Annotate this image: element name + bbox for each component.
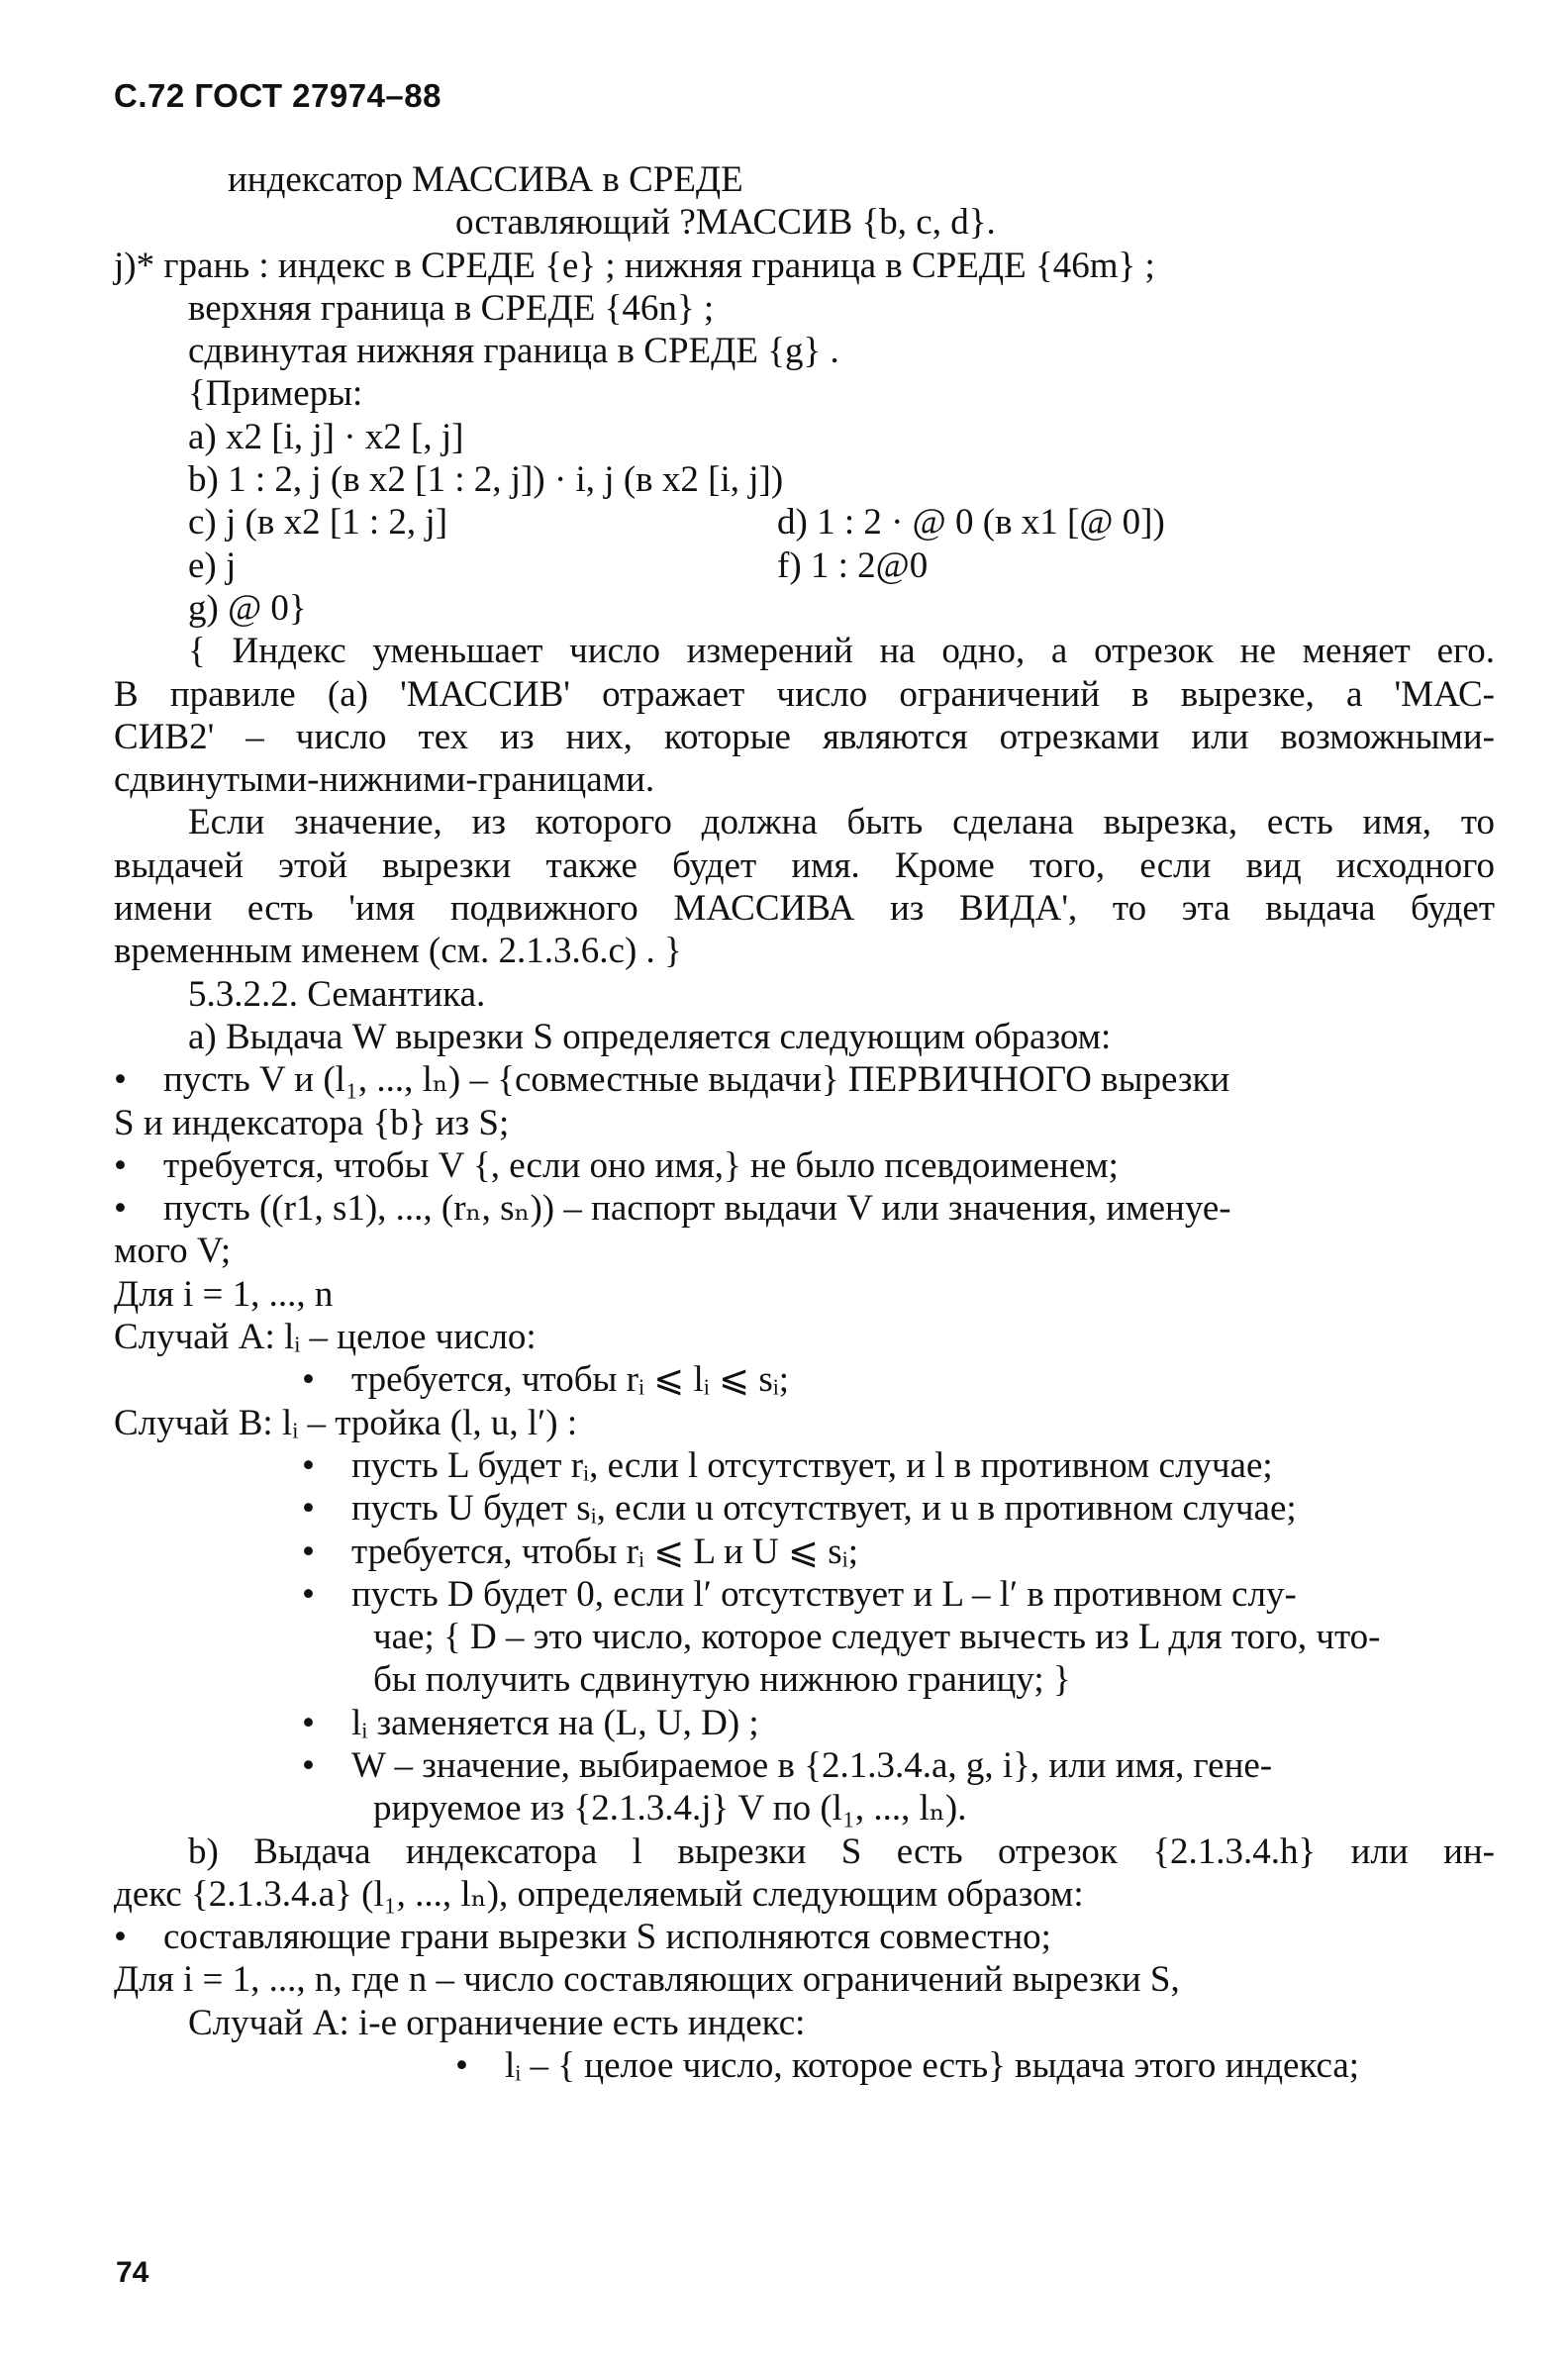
bullet-line: [114, 1358, 1495, 1401]
bullet-line: [114, 1531, 1495, 1573]
bullet-line: [114, 1702, 1495, 1744]
document-body: [114, 158, 1495, 2087]
text-line: b) Выдача индексатора l вырезки S есть отрезок {2.1.3.4.h} или ин-: [188, 1830, 1495, 1872]
text-line: пусть L будет rᵢ, если l отсутствует, и l в противном случае;: [350, 1444, 1273, 1486]
text-line: требуется, чтобы rᵢ ⩽ L и U ⩽ sᵢ;: [350, 1531, 859, 1572]
text-line: пусть ((r1, s1), ..., (rₙ, sₙ)) – паспорт выдачи V или значения, именуе-: [162, 1188, 1231, 1230]
bullet-line: [114, 1058, 1495, 1101]
text-line: lᵢ заменяется на (L, U, D) ;: [350, 1702, 759, 1743]
text-line: Если значение, из которого должна быть сделана вырезка, есть имя, то: [188, 802, 1495, 843]
examples-heading: {Примеры:: [188, 373, 363, 415]
text-line: требуется, чтобы rᵢ ⩽ lᵢ ⩽ sᵢ;: [350, 1359, 790, 1401]
text-line: S и индексатора {b} из S;: [114, 1102, 510, 1143]
text-line: { Индекс уменьшает число измерений на одно, а отрезок не меняет его.: [188, 631, 1495, 672]
text-line: В правиле (а) 'МАССИВ' отражает число ограничений в вырезке, а 'МАС-: [114, 673, 1495, 715]
running-header: С.72 ГОСТ 27974–88: [114, 77, 441, 114]
text-line: пусть U будет sᵢ, если u отсутствует, и u в противном случае;: [350, 1488, 1297, 1530]
text-line: сдвинутыми-нижними-границами.: [114, 759, 655, 801]
text-line: имени есть 'имя подвижного МАССИВА из ВИДА', то эта выдача будет: [114, 888, 1495, 930]
bullet-icon: •: [302, 1359, 315, 1401]
text-line: Для i = 1, ..., n: [114, 1273, 334, 1315]
text-line: чае; { D – это число, которое следует вычесть из L для того, что-: [373, 1617, 1381, 1658]
text-line: требуется, чтобы V {, если оно имя,} не было псевдоименем;: [162, 1144, 1119, 1186]
text-line: lᵢ – { целое число, которое есть} выдача этого индекса;: [504, 2045, 1360, 2087]
example-row: [114, 501, 1495, 544]
example-row: [114, 544, 1495, 587]
page-number: 74: [116, 2256, 149, 2289]
text-line: СИВ2' – число тех из них, которые являются отрезками или возможными-: [114, 716, 1495, 757]
bullet-line: [114, 1187, 1495, 1230]
text-line: бы получить сдвинутую нижнюю границу; }: [373, 1659, 1071, 1701]
text-line: оставляющий ?МАССИВ {b, c, d}.: [455, 202, 996, 244]
bullet-icon: •: [114, 1917, 127, 1958]
text-line: j)* грань : индекс в СРЕДЕ {e} ; нижняя граница в СРЕДЕ {46m} ;: [114, 245, 1155, 286]
text-line: Для i = 1, ..., n, где n – число составляющих ограничений вырезки S,: [114, 1959, 1180, 2001]
text-line: сдвинутая нижняя граница в СРЕДЕ {g} .: [188, 331, 839, 372]
example-e: e) j: [188, 544, 237, 586]
section-heading: 5.3.2.2. Семантика.: [188, 973, 486, 1015]
bullet-icon: •: [114, 1188, 127, 1230]
bullet-line: [114, 1487, 1495, 1530]
example-d: d) 1 : 2 · @ 0 (в x1 [@ 0]): [777, 502, 1165, 544]
text-line: временным именем (см. 2.1.3.6.c) . }: [114, 931, 682, 972]
bullet-line: [114, 1573, 1495, 1616]
case-line: Случай A: lᵢ – целое число:: [114, 1317, 537, 1358]
bullet-icon: •: [302, 1573, 315, 1615]
bullet-line: [114, 2044, 1495, 2087]
text-line: мого V;: [114, 1231, 232, 1272]
bullet-icon: •: [302, 1531, 315, 1572]
text-line: верхняя граница в СРЕДЕ {46n} ;: [188, 287, 715, 329]
example-a: a) x2 [i, j] · x2 [, j]: [188, 416, 464, 457]
text-line: декс {2.1.3.4.a} (l₁, ..., lₙ), определяемый следующим образом:: [114, 1873, 1084, 1915]
text-line: пусть D будет 0, если l′ отсутствует и L – l′ в противном слу-: [350, 1573, 1297, 1615]
bullet-icon: •: [455, 2045, 468, 2087]
text-line: пусть V и (l₁, ..., lₙ) – {совместные выдачи} ПЕРВИЧНОГО вырезки: [162, 1059, 1230, 1101]
example-g: g) @ 0}: [188, 587, 307, 629]
bullet-icon: •: [302, 1744, 315, 1786]
case-line: Случай A: i-е ограничение есть индекс:: [188, 2002, 806, 2043]
text-line: a) Выдача W вырезки S определяется следующим образом:: [188, 1016, 1112, 1057]
example-f: f) 1 : 2@0: [777, 544, 929, 586]
bullet-line: [114, 1144, 1495, 1187]
bullet-line: [114, 1744, 1495, 1787]
bullet-icon: •: [302, 1488, 315, 1530]
bullet-icon: •: [302, 1702, 315, 1743]
bullet-icon: •: [114, 1059, 127, 1101]
bullet-icon: •: [302, 1444, 315, 1486]
bullet-icon: •: [114, 1144, 127, 1186]
example-b: b) 1 : 2, j (в x2 [1 : 2, j]) · i, j (в x2 [i, j]): [188, 459, 784, 501]
text-line: W – значение, выбираемое в {2.1.3.4.a, g, i}, или имя, гене-: [350, 1744, 1273, 1786]
case-line: Случай B: lᵢ – тройка (l, u, l′) :: [114, 1402, 578, 1443]
text-line: выдачей этой вырезки также будет имя. Кроме того, если вид исходного: [114, 844, 1495, 886]
bullet-line: [114, 1444, 1495, 1487]
example-c: c) j (в x2 [1 : 2, j]: [188, 502, 448, 544]
text-line: рируемое из {2.1.3.4.j} V по (l₁, ..., lₙ).: [373, 1788, 967, 1830]
text-line: составляющие грани вырезки S исполняются совместно;: [162, 1917, 1051, 1958]
text-line: индексатор МАССИВА в СРЕДЕ: [228, 159, 743, 200]
bullet-line: [114, 1916, 1495, 1958]
